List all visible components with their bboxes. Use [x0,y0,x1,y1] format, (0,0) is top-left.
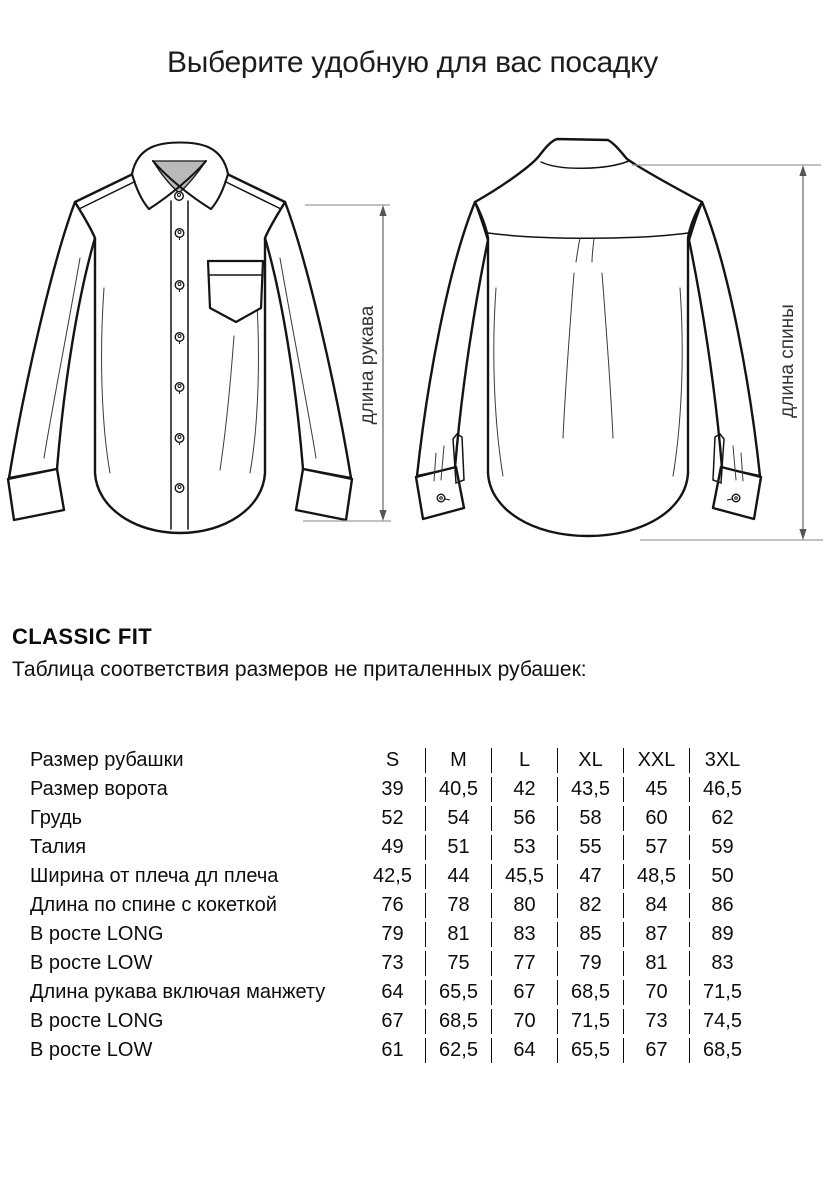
table-cell: 73 [360,951,426,976]
arrowhead-down [799,529,806,540]
table-cell: 56 [492,806,558,831]
table-cell: 45,5 [492,864,558,889]
size-column-header: S [360,748,426,773]
row-label: Талия [30,836,87,858]
row-label: Длина рукава включая манжету [30,981,326,1003]
row-label: Грудь [30,807,83,829]
row-label: В росте LONG [30,1010,164,1032]
size-column-header: XXL [624,748,690,773]
table-cell: 70 [624,980,690,1005]
table-row [30,922,755,947]
table-cell: 47 [558,864,624,889]
row-label: В росте LOW [30,1039,153,1061]
table-cell: 81 [426,922,492,947]
table-row [30,1038,755,1063]
table-cell: 39 [360,777,426,802]
shirt-back-drawing [416,139,761,536]
row-label: Размер ворота [30,778,168,800]
row-label: Размер рубашки [30,749,184,771]
back-cuff-left [416,467,464,519]
size-column-header: M [426,748,492,773]
section-heading: CLASSIC FIT [12,624,153,649]
table-cell: 83 [711,952,734,974]
table-caption: Таблица соответствия размеров не приталенных рубашек: [12,658,587,681]
table-cell: 65,5 [558,1038,624,1063]
sleeve-length-label: длина рукава [357,305,378,425]
table-cell: 49 [360,835,426,860]
table-cell: 43,5 [558,777,624,802]
table-cell: 54 [426,806,492,831]
size-column-header: 3XL [704,749,741,771]
front-cuff-right [296,469,352,520]
size-column-header: L [492,748,558,773]
table-row [30,835,755,860]
back-body [475,139,702,536]
table-cell: 78 [426,893,492,918]
table-cell: 86 [711,894,734,916]
table-cell: 68,5 [558,980,624,1005]
table-cell: 42 [492,777,558,802]
row-label: В росте LOW [30,952,153,974]
table-cell: 62,5 [426,1038,492,1063]
table-cell: 79 [558,951,624,976]
table-cell: 65,5 [426,980,492,1005]
table-cell: 82 [558,893,624,918]
table-row [30,864,755,889]
table-cell: 61 [360,1038,426,1063]
table-cell: 71,5 [703,981,742,1003]
shirt-diagrams [0,128,825,573]
back-length-label: длина спины [777,304,798,418]
table-cell: 83 [492,922,558,947]
table-row [30,951,755,976]
front-sleeve-right [265,202,351,478]
table-cell: 45 [624,777,690,802]
table-cell: 67 [360,1009,426,1034]
table-cell: 89 [711,923,734,945]
front-body [75,165,285,534]
table-cell: 55 [558,835,624,860]
table-cell: 87 [624,922,690,947]
table-cell: 76 [360,893,426,918]
arrowhead-up [799,165,806,176]
table-cell: 67 [624,1038,690,1063]
table-cell: 79 [360,922,426,947]
table-cell: 80 [492,893,558,918]
table-cell: 70 [492,1009,558,1034]
size-column-header: XL [558,748,624,773]
table-row [30,893,755,918]
front-sleeve-left [9,202,95,478]
table-row [30,777,755,802]
shirt-front-drawing [8,143,352,534]
table-row [30,1009,755,1034]
row-label: В росте LONG [30,923,164,945]
table-cell: 62 [711,807,734,829]
table-row [30,806,755,831]
table-cell: 48,5 [624,864,690,889]
table-cell: 75 [426,951,492,976]
table-header-row [30,748,755,773]
table-cell: 40,5 [426,777,492,802]
front-cuff-left [8,469,64,520]
arrowhead-up [379,205,386,216]
table-cell: 85 [558,922,624,947]
table-cell: 52 [360,806,426,831]
table-cell: 64 [360,980,426,1005]
table-cell: 58 [558,806,624,831]
table-cell: 81 [624,951,690,976]
page-title: Выберите удобную для вас посадку [167,46,658,79]
table-cell: 50 [711,865,734,887]
back-sleeve-right [689,202,760,476]
table-cell: 84 [624,893,690,918]
table-cell: 68,5 [426,1009,492,1034]
table-cell: 64 [492,1038,558,1063]
table-cell: 46,5 [703,778,742,800]
table-cell: 71,5 [558,1009,624,1034]
table-row [30,980,755,1005]
back-sleeve-left [417,202,488,476]
table-cell: 68,5 [703,1039,742,1061]
table-cell: 73 [624,1009,690,1034]
row-label: Длина по спине с кокеткой [30,894,277,916]
table-cell: 60 [624,806,690,831]
row-label: Ширина от плеча дл плеча [30,865,279,887]
back-cuff-right [713,467,761,519]
table-cell: 74,5 [703,1010,742,1032]
size-table [30,744,755,1067]
table-cell: 44 [426,864,492,889]
table-cell: 51 [426,835,492,860]
table-cell: 42,5 [360,864,426,889]
table-cell: 77 [492,951,558,976]
table-cell: 59 [711,836,734,858]
arrowhead-down [379,510,386,521]
table-cell: 57 [624,835,690,860]
table-cell: 67 [492,980,558,1005]
table-cell: 53 [492,835,558,860]
